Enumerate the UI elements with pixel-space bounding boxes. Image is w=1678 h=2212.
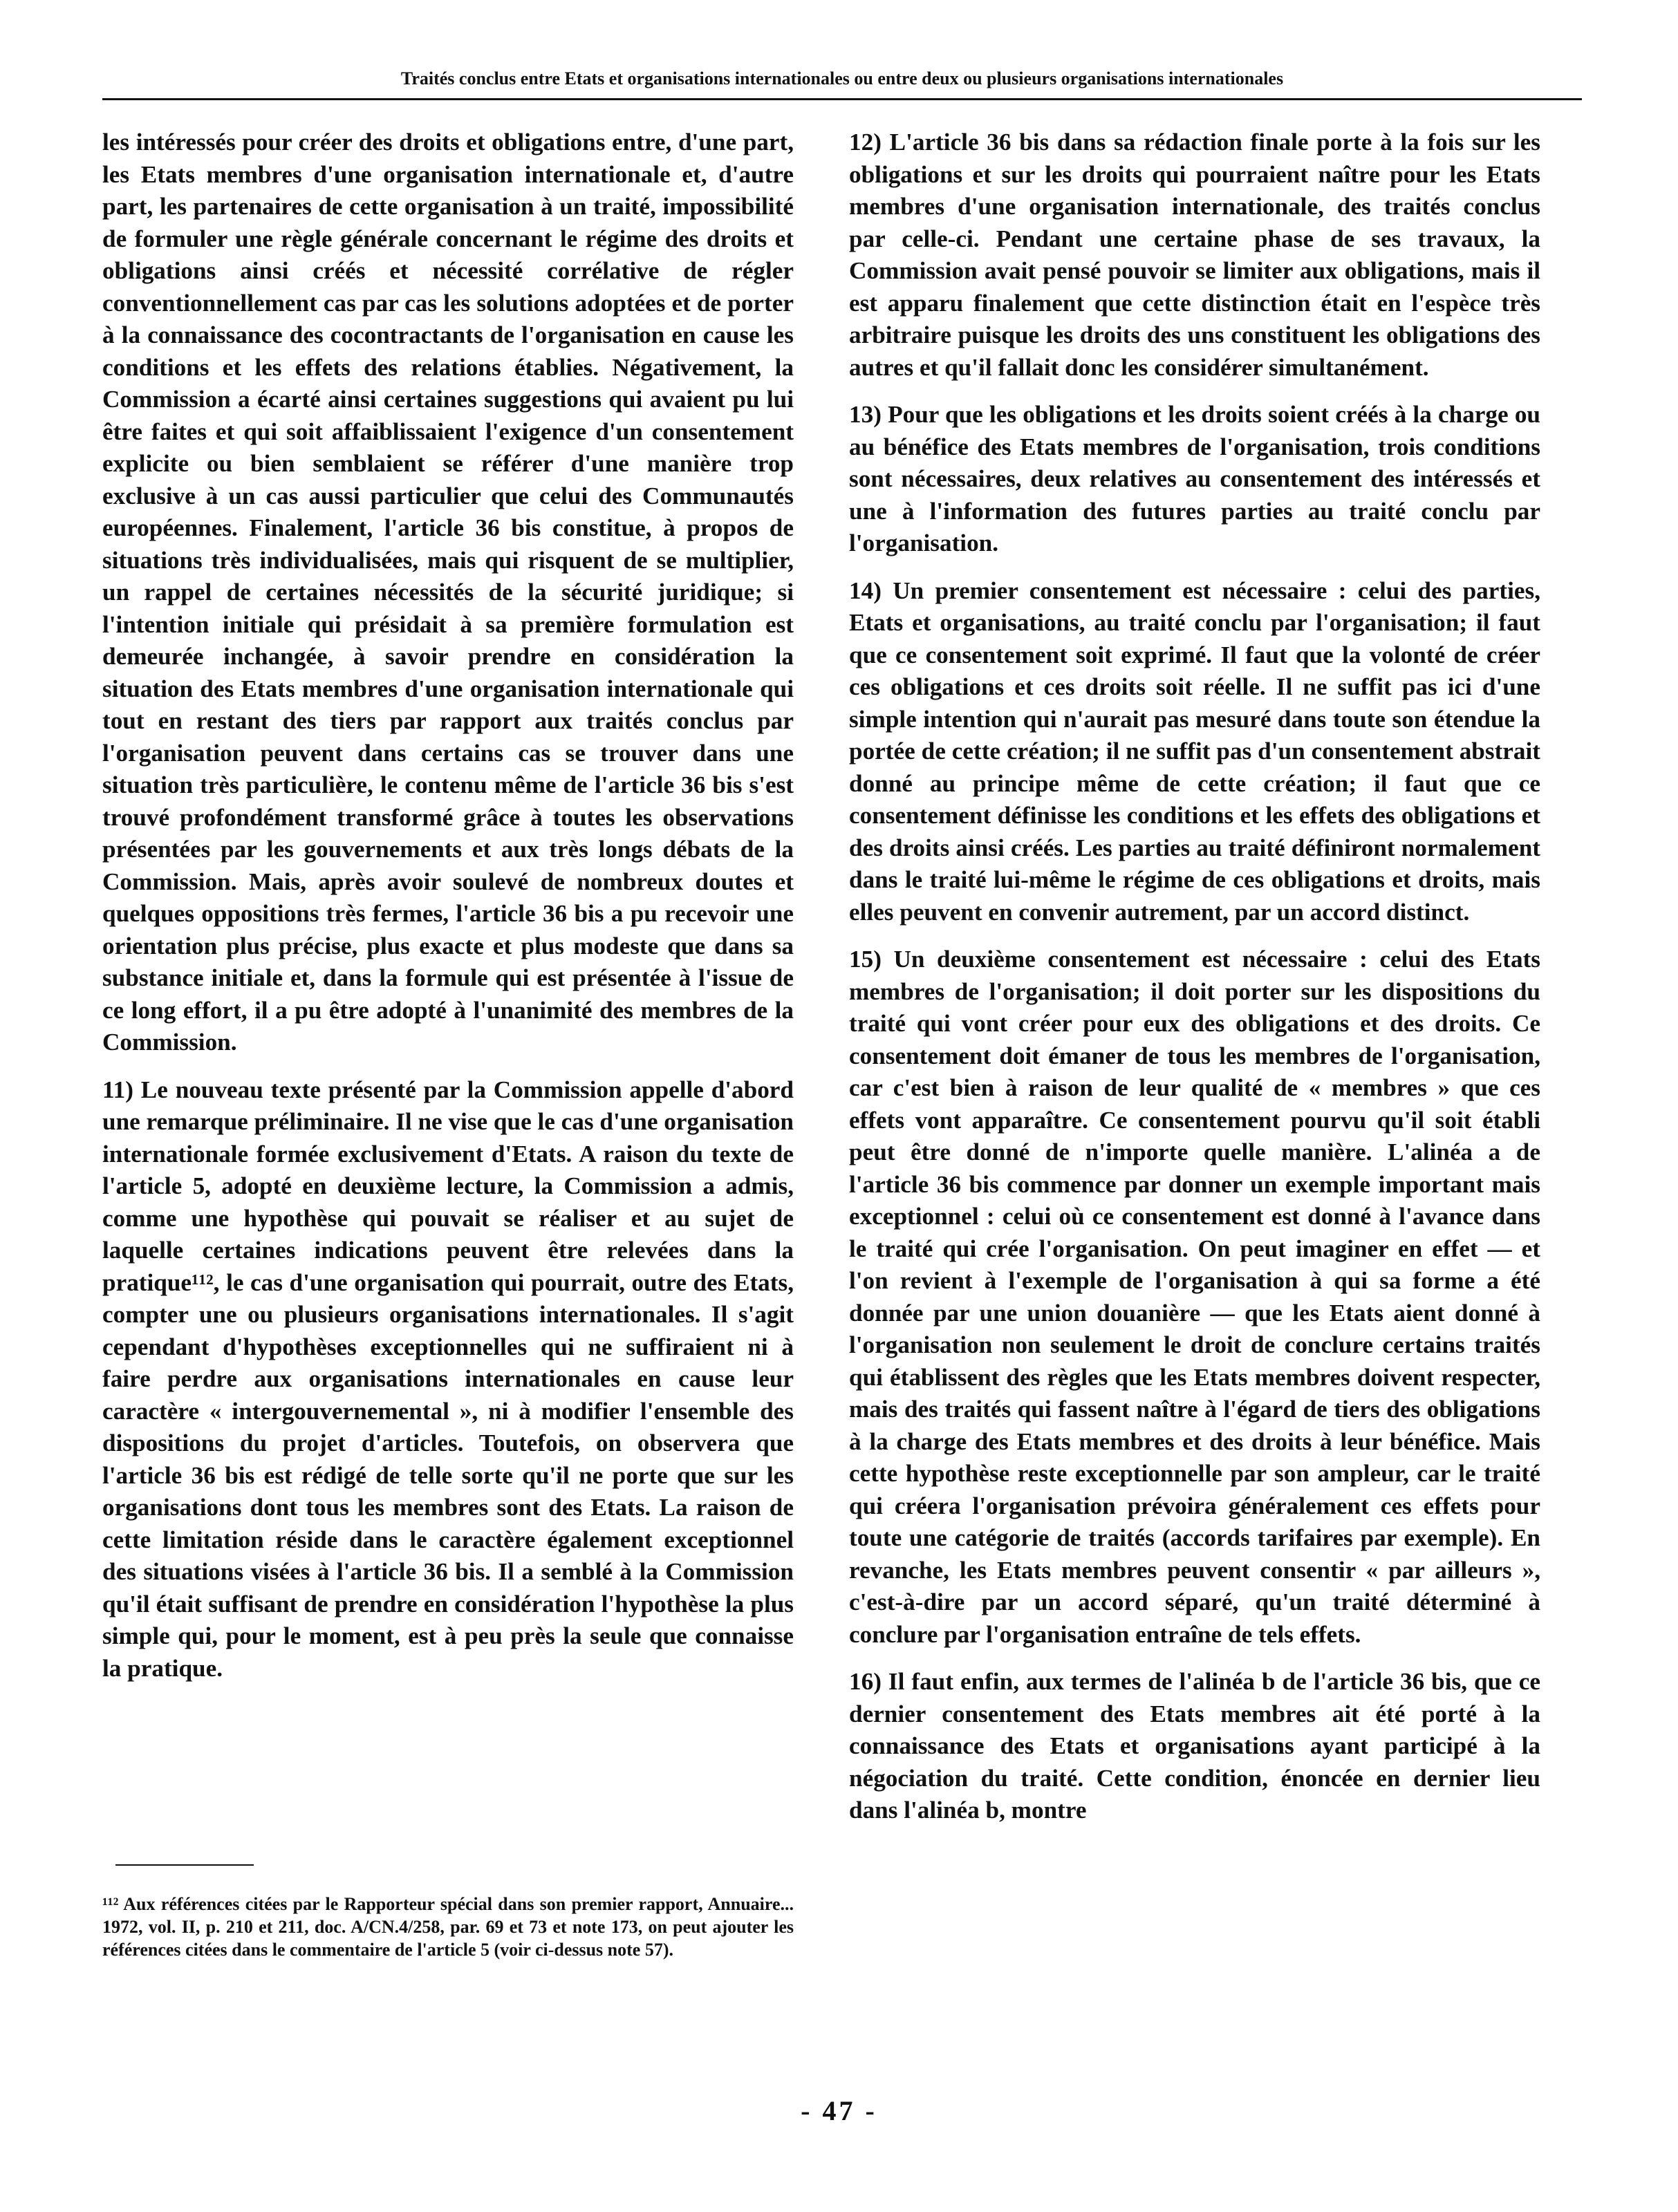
paragraph-12: 12) L'article 36 bis dans sa rédaction finale porte à la fois sur les obligations et sur les droits qui pourraient naître pour les Etats membres d'une organisation internationale, des traités conclus par celle-ci. Pendant une certaine phase de ses travaux, la Commission avait pensé pouvoir se limiter aux obligations, mais il est apparu finalement que cette distinction était en l'espèce très arbitraire puisque les droits des uns constituent les obligations des autres et qu'il fallait donc les considérer simultanément. xyxy=(849,129,1540,381)
paragraph-15: 15) Un deuxième consentement est nécessaire : celui des Etats membres de l'organisation; il doit porter sur les dispositions du traité qui vont créer pour eux des obligations et des droits. Ce consentement doit émaner de tous les membres de l'organisation, car c'est bien à raison de leur qualité de « membres » que ces effets vont apparaître. Ce consentement pourvu qu'il soit établi peut être donné de n'importe quelle manière. L'alinéa a de l'article 36 bis commence par donner un exemple important mais exceptionnel : celui où ce consentement est donné à l'avance dans le traité qui crée l'organisation. On peut imaginer en effet — et l'on revient à l'exemple de l'organisation à qui sa forme a été donnée par une union douanière — que les Etats aient donné à l'organisation non seulement le droit de conclure certains traités qui établissent des règles que les Etats membres doivent respecter, mais des traités qui fassent naître à l'égard de tiers des obligations à la charge des Etats membres et des droits à leur bénéfice. Mais cette hypothèse reste exceptionnelle par son ampleur, car le traité qui créera l'organisation prévoira généralement ces effets pour toute une catégorie de traités (accords tarifaires par exemple). En revanche, les Etats membres peuvent consentir « par ailleurs », c'est-à-dire par un accord séparé, qu'un traité déterminé à conclure par l'organisation entraîne de tels effets. xyxy=(849,946,1540,1648)
paragraph-11: 11) Le nouveau texte présenté par la Commission appelle d'abord une remarque préliminaire. Il ne vise que le cas d'une organisation internationale formée exclusivement d'Etats. A raison du texte de l'article 5, adopté en deuxième lecture, la Commission a admis, comme une hypothèse qui pouvait se réaliser et au sujet de laquelle certaines indications peuvent être relevées dans la pratique¹¹², le cas d'une organisation qui pourrait, outre des Etats, compter une ou plusieurs organisations internationales. Il s'agit cependant d'hypothèses exceptionnelles qui ne suffiraient ni à faire perdre aux organisations internationales en cause leur caractère « intergouvernemental », ni à modifier l'ensemble des dispositions du projet d'articles. Toutefois, on observera que l'article 36 bis est rédigé de telle sorte qu'il ne porte que sur les organisations dont tous les membres sont des Etats. La raison de cette limitation réside dans le caractère également exceptionnel des situations visées à l'article 36 bis. Il a semblé à la Commission qu'il était suffisant de prendre en considération l'hypothèse la plus simple qui, pour le moment, est à peu près la seule que connaisse la pratique. xyxy=(102,1076,794,1682)
left-column xyxy=(102,126,794,1700)
paragraph-16: 16) Il faut enfin, aux termes de l'alinéa b de l'article 36 bis, que ce dernier consentement des Etats membres ait été porté à la connaissance des Etats et organisations ayant participé à la négociation du traité. Cette condition, énoncée en dernier lieu dans l'alinéa b, montre xyxy=(849,1668,1540,1824)
paragraph-10-continued: les intéressés pour créer des droits et obligations entre, d'une part, les Etats membres d'une organisation internationale et, d'autre part, les partenaires de cette organisation à un traité, impossibilité de formuler une règle générale concernant le régime des droits et obligations ainsi créés et nécessité corrélative de régler conventionnellement cas par cas les solutions adoptées et de porter à la connaissance des cocontractants de l'organisation en cause les conditions et les effets des relations établies. Négativement, la Commission a écarté ainsi certaines suggestions qui avaient pu lui être faites et qui soit affaiblissaient l'exigence d'un consentement explicite ou bien semblaient se référer d'une manière trop exclusive à un cas aussi particulier que celui des Communautés européennes. Finalement, l'article 36 bis constitue, à propos de situations très individualisées, mais qui risquent de se multiplier, un rappel de certaines nécessités de la sécurité juridique; si l'intention initiale qui présidait à sa première formulation est demeurée inchangée, à savoir prendre en considération la situation des Etats membres d'une organisation internationale qui tout en restant des tiers par rapport aux traités conclus par l'organisation peuvent dans certains cas se trouver dans une situation très particulière, le contenu même de l'article 36 bis s'est trouvé profondément transformé grâce à toutes les observations présentées par les gouvernements et aux très longs débats de la Commission. Mais, après avoir soulevé de nombreux doutes et quelques oppositions très fermes, l'article 36 bis a pu recevoir une orientation plus précise, plus exacte et plus modeste que dans sa substance initiale et, dans la formule qui est présentée à l'issue de ce long effort, il a pu être adopté à l'unanimité des membres de la Commission. xyxy=(102,129,794,1056)
footnote-rule xyxy=(115,1864,254,1866)
header-rule xyxy=(102,98,1582,100)
paragraph-13: 13) Pour que les obligations et les droits soient créés à la charge ou au bénéfice des Etats membres de l'organisation, trois conditions sont nécessaires, deux relatives au consentement des intéressés et une à l'information des futures parties au traité conclu par l'organisation. xyxy=(849,401,1540,556)
right-column xyxy=(849,126,1540,1842)
paragraph-14: 14) Un premier consentement est nécessaire : celui des parties, Etats et organisations, au traité conclu par l'organisation; il faut que ce consentement soit exprimé. Il faut que la volonté de créer ces obligations et ces droits soit réelle. Il ne suffit pas ici d'une simple intention qui n'aurait pas mesuré dans toute son étendue la portée de cette création; il ne suffit pas d'un consentement abstrait donné au principe même de cette création; il faut que ce consentement définisse les conditions et les effets des obligations et des droits ainsi créés. Les parties au traité définiront normalement dans le traité lui-même le régime de ces obligations et droits, mais elles peuvent en convenir autrement, par un accord distinct. xyxy=(849,577,1540,926)
footnote-112: ¹¹² Aux références citées par le Rapporteur spécial dans son premier rapport, Annuaire... 1972, vol. II, p. 210 et 211, doc. A/CN.4/258, par. 69 et 73 et note 173, on peut ajouter les références citées dans le commentaire de l'article 5 (voir ci-dessus note 57). xyxy=(102,1894,794,1960)
page-number: - 47 - xyxy=(801,2095,877,2126)
running-header: Traités conclus entre Etats et organisations internationales ou entre deux ou plusieurs organisations internationales xyxy=(400,68,1284,88)
